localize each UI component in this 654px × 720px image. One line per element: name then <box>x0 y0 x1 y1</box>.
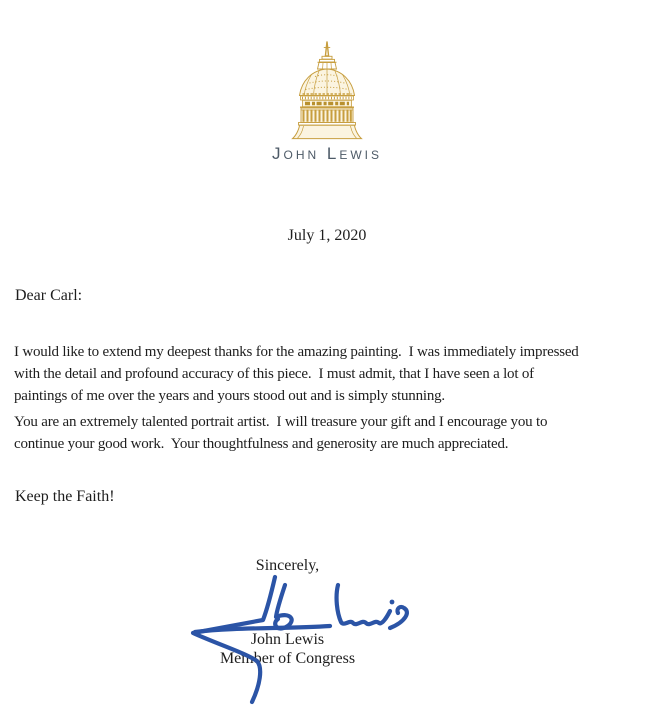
typed-signature-block <box>180 631 395 668</box>
letter-date: July 1, 2020 <box>287 227 367 244</box>
signature-name: John Lewis <box>250 631 325 648</box>
salutation: Dear Carl: <box>15 287 83 304</box>
closing: Sincerely, <box>255 557 320 574</box>
letterhead-name: John Lewis <box>271 144 382 163</box>
signature-title: Member of Congress <box>219 649 356 667</box>
paragraph-2: You are an extremely talented portrait artist. I will treasure your gift and I encourage you to continue your good work. Your thoughtfulness and generosity are much appreciated. <box>14 414 548 452</box>
paragraph-1: I would like to extend my deepest thanks for the amazing painting. I was immediately impressed with the detail and profound accuracy of this piece. I must admit, that I have seen a lot of paintings of me over the years and yours stood out and is simply stunning. <box>14 344 579 404</box>
capitol-dome-icon <box>289 40 365 140</box>
farewell: Keep the Faith! <box>15 488 115 505</box>
